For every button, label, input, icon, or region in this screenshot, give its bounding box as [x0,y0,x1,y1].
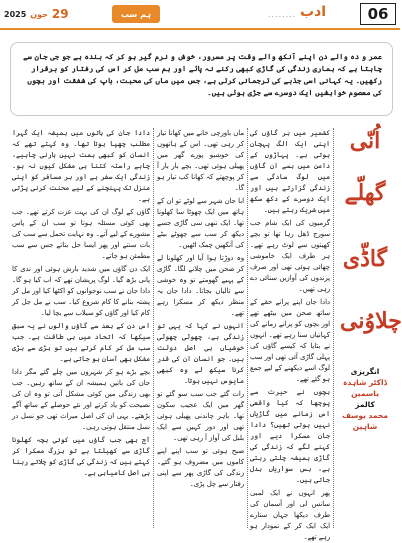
header-divider [0,28,400,30]
column-divider [247,128,248,528]
title-line-2: گھلّے [344,180,386,206]
byline-author-1: ڈاکٹر شاہدہ یاسمین [343,378,387,398]
page-number: 06 [360,3,396,25]
paragraph: ایک دن گاؤں میں شدید بارش ہوئی اور ندی کا پانی بڑھ گیا۔ لوگ پریشان تھے کہ اب کیا ہو گا۔ دادا جان نے سب نوجوانوں کو اکٹھا کیا اور مل کر پشتہ بنانے کا کام شروع کیا۔ سب نے مل جل کر کام کیا اور گاؤں کو سیلاب سے بچا لیا۔ [12,265,150,317]
paragraph: دادا جان کی باتوں میں ہمیشہ ایک گہرا مطلب چھپا ہوتا تھا۔ وہ کہتے تھے کہ انسان کو کبھی ہمت نہیں ہارنی چاہیے، چاہے راستہ کتنا ہی مشکل کیوں نہ ہو۔ زندگی ایک سفر ہے اور ہر مسافر کو اپنی منزل تک پہنچنے کے لیے محنت کرنی پڑتی ہے۔ [12,129,150,203]
paragraph: وہ دوڑتا ہوا آیا اور کھلونا لے کر صحن میں چلانے لگا۔ گاڑی کے پہیے گھومتے تو وہ خوشی سے تالیاں بجاتا۔ دادا جان یہ منظر دیکھ کر مسکرا رہے تھے۔ [157,254,244,317]
article-column-3 [12,128,150,533]
paragraph: بچوں نے حیرت سے پوچھا کہ کیا واقعی اس زمانے میں گاڑیاں نہیں ہوتی تھیں؟ دادا جان مسکرا دیے اور کہنے لگے کہ زندگی کی گاڑی ہمیشہ چلتی رہتی ہے، بس سواریاں بدل جاتی ہیں۔ [250,388,330,484]
paragraph: آج بھی جب گاؤں میں کوئی بچہ کھلونا گاڑی سے کھیلتا ہے تو بزرگ مسکرا کر کہتے ہیں کہ زندگی کی گاڑی کو چلاتے رہنا ہی اصل کامیابی ہے۔ [12,436,150,477]
paragraph: بچے بڑے ہو کر شہروں میں چلے گئے مگر دادا جان کی باتیں ہمیشہ ان کے ساتھ رہیں۔ جب بھی زندگی میں کوئی مشکل آتی تو وہ ان کی نصیحت کو یاد کرتے اور نئے حوصلے کے ساتھ آگے بڑھتے۔ یہی ان کی اصل میراث تھی جو نسل در نسل منتقل ہوتی رہی۔ [12,368,150,431]
paragraph: دادا جان اپنے پرانے حقے کے ساتھ صحن میں بیٹھے تھے اور بچوں کو پرانے زمانے کی کہانیاں سنا رہے تھے۔ انہوں نے بتایا کہ کیسے گاؤں کی پہلی گاڑی آئی تھی اور سب لوگ اسے دیکھنے کے لیے جمع ہو گئے تھے۔ [250,298,330,383]
column-divider [333,128,334,528]
publication-logo[interactable]: ہم سب [112,5,160,23]
byline-prefix: انگریزی [350,367,380,376]
section-title: ادب [300,4,327,20]
article-title [336,128,402,528]
page-header [0,0,400,28]
title-line-1: اُنّی [349,128,381,154]
paragraph: گرمیوں کی ایک شام جب سورج ڈھل رہا تھا تو بچے کھیتوں سے لوٹ رہے تھے۔ ہر طرف ایک خاموشی چھائی ہوئی تھی اور صرف پرندوں کی آوازیں سنائی دے رہی تھیں۔ [250,219,330,293]
date-year: 2025 [4,9,27,19]
byline [338,366,392,432]
paragraph: ماں باورچی خانے میں کھانا تیار کر رہی تھی۔ اس کے ہاتھوں کی خوشبو پورے گھر میں پھیلی ہوئی تھی۔ بچے بار بار آ کر پوچھتے کہ کھانا کب تیار ہو گا۔ [157,129,244,192]
date-month: جون [30,9,48,19]
paragraph: اس دن کے بعد سے گاؤں والوں نے یہ سبق سیکھا کہ اتحاد میں ہی طاقت ہے۔ جب سب مل کر کام کرتے ہیں تو بڑی سے بڑی مشکل بھی آسان ہو جاتی ہے۔ [12,322,150,363]
paragraph: ابا جان شہر سے لوٹے تو ان کے ہاتھ میں ایک چھوٹا سا کھلونا تھا۔ ایک ننھی سی گاڑی جسے دیکھ کر سب سے چھوٹے بیٹے کی آنکھیں چمک اٹھیں۔ [157,197,244,249]
paragraph: پھر انہوں نے ایک لمبی سانس لی اور آسمان کی طرف دیکھا جہاں ستارے ایک ایک کر کے نمودار ہو رہے تھے۔ [250,489,330,541]
article-column-2 [157,128,244,533]
date-day: 29 [51,7,69,21]
intro-box: عمر و دہ والے دن اپنے آنکھ والے وقت پر مسرور، خوش و نرم گیر ہو کر کہ بندہ ہے جو جی جان سے چاہتا ہے کہ ہماری زندگی کی گاڑی کبھی رکنے نہ پائے اور ہم سب مل کر اس کی رفتار کو برقرار رکھیں۔ یہ کہانی اسی جذبے کی ترجمانی کرتی ہے، جس میں ماں کی محبت، باپ کی شفقت اور بچوں کی معصوم خواہشیں ایک دوسرے سے جڑی ہوئی ہیں۔ [10,42,393,116]
paragraph: صبح ہوئی تو سب اپنے اپنے کاموں میں مصروف ہو گئے۔ زندگی کی گاڑی پھر سے اپنی رفتار سے چل پڑی۔ [157,447,244,488]
title-line-4: چلاوُنی [340,308,402,334]
issue-date [4,4,69,24]
paragraph: کشمیر میں ہر گاؤں کی اپنی ایک الگ پہچان ہوتی ہے۔ پہاڑوں کے دامن میں بسے ان گاؤں میں لوگ سادگی سے زندگی گزارتے ہیں اور ایک دوسرے کے دکھ سکھ میں شریک رہتے ہیں۔ [250,129,330,214]
paragraph: رات گئے جب سب سو گئے تو گھر میں ایک عجیب سکون تھا۔ باہر چاندنی پھیلی ہوئی تھی اور دور کہیں سے ایک بلبل کی آواز آ رہی تھی۔ [157,390,244,442]
byline-author-2: محمد یوسف شاہین [342,411,388,431]
section-dots: ........ [268,10,297,19]
byline-role: کالمز [355,400,375,409]
title-line-3: گاڈّی [342,246,388,272]
paragraph: انہوں نے کہا کہ یہی تو زندگی ہے، چھوٹی چھوٹی خوشیاں ہی اصل دولت ہیں۔ جو انسان ان کی قدر کرنا سیکھ لے وہ کبھی مایوس نہیں ہوتا۔ [157,322,244,385]
column-divider [153,128,154,528]
paragraph: گاؤں کے لوگ ان کی بہت عزت کرتے تھے۔ جب بھی کوئی مسئلہ ہوتا تو سب ان کے پاس مشورے کے لیے آتے۔ وہ نہایت تحمل سے سب کی بات سنتے اور پھر ایسا حل بتاتے جس سے سب مطمئن ہو جاتے۔ [12,208,150,260]
article-column-1 [250,128,330,541]
